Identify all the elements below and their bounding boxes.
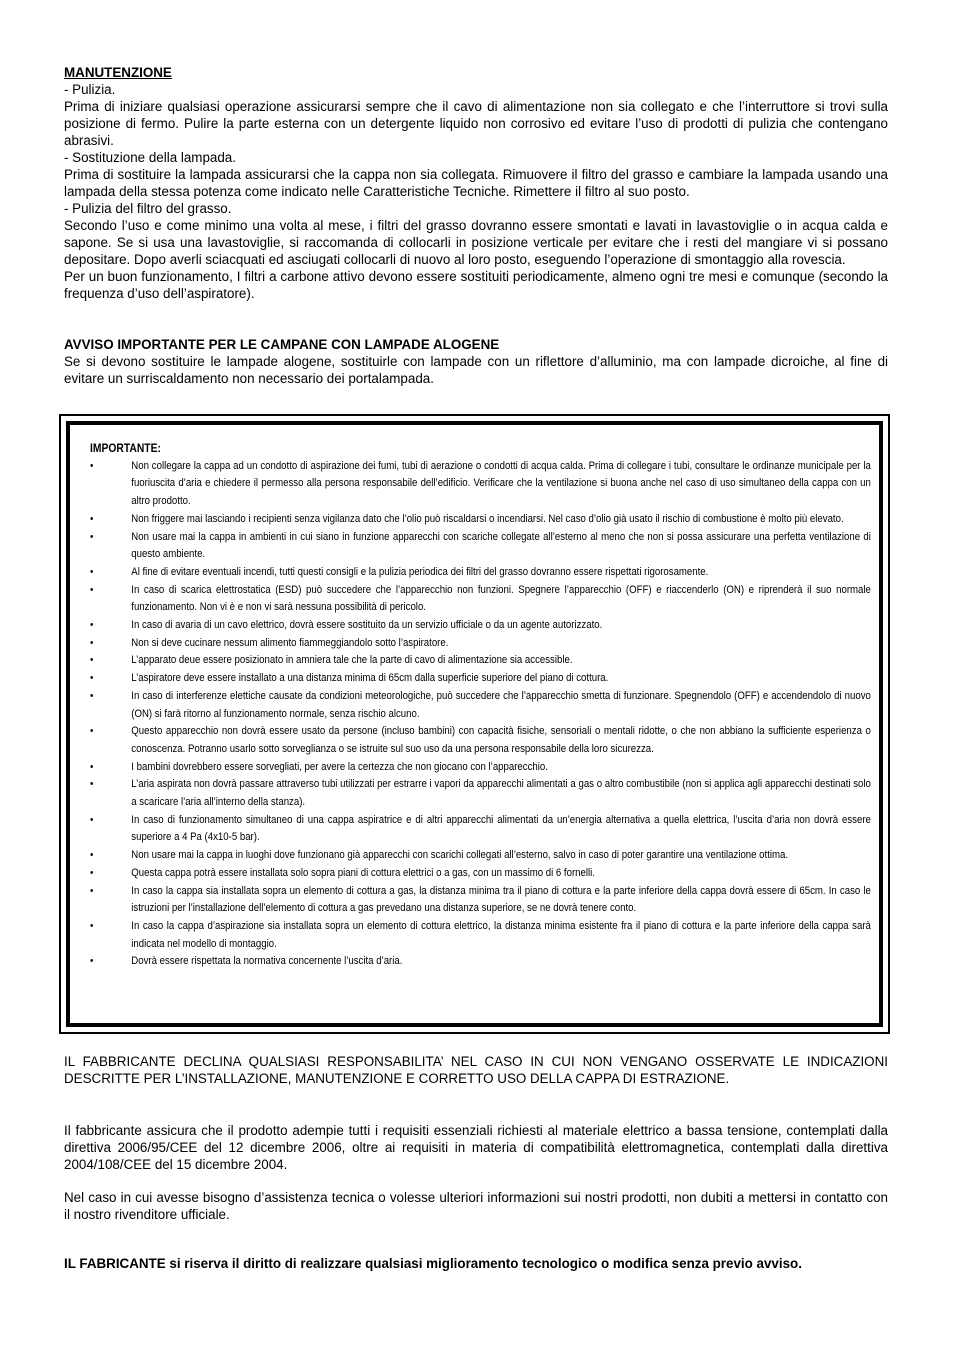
- bullet-icon: •: [90, 636, 94, 649]
- rights-reserved-note: [64, 1255, 888, 1272]
- list-item-text: In caso di interferenze elettiche causate da condizioni meteorologiche, può succedere che l’apparecchio smetta di funzionare. Spegnendolo (OFF) e accendendolo di nuovo (ON) si farà ritorno al funzionamento normale, senza rischio alcuno.: [131, 689, 871, 720]
- list-item-text: In caso di avaria di un cavo elettrico, dovrà essere sostituito da un servizio ufficiale o da un agente autorizzato.: [131, 619, 603, 632]
- list-item-text: Questa cappa potrà essere installata solo sopra piani di cottura elettrici o a gas, con un massimo di 6 fornelli.: [131, 866, 595, 879]
- maintenance-title: MANUTENZIONE: [64, 65, 172, 80]
- maintenance-line: Per un buon funzionamento, I filtri a carbone attivo devono essere sostituiti periodicamente, almeno ogni tre mesi e comunque (secondo la frequenza d’uso dell’aspiratore).: [64, 269, 888, 301]
- important-title: IMPORTANTE:: [90, 441, 161, 455]
- rights-reserved-text: IL FABRICANTE si riserva il diritto di realizzare qualsiasi miglioramento tecnologico o modifica senza previo avviso.: [64, 1256, 802, 1271]
- maintenance-line: Prima di iniziare qualsiasi operazione assicurarsi sempre che il cavo di alimentazione non sia collegato e che l’interruttore si trovi sulla posizione di fermo. Pulire la parte esterna con un detergente liquido non corrosivo ed evitare l’uso di prodotti di pulizia che contengano abrasivi.: [64, 99, 888, 148]
- list-item: [90, 918, 871, 953]
- list-item-text: In caso la cappa d’aspirazione sia installata sopra un elemento di cottura elettrico, la distanza minima esistente fra il piano di cottura e la parte inferiore della cappa sarà indicata nel modello di montaggio.: [131, 919, 871, 950]
- maintenance-line: - Pulizia.: [64, 82, 116, 97]
- bullet-icon: •: [90, 884, 94, 897]
- bullet-icon: •: [90, 955, 94, 968]
- list-item: [90, 564, 871, 582]
- list-item: [90, 670, 871, 688]
- maintenance-line: Secondo l’uso e come minimo una volta al mese, i filtri del grasso dovranno essere smontati e lavati in lavastoviglie o in acqua calda e sapone. Se si usa una lavastoviglie, si raccomanda di collocarli in posizione verticale per evitare che i resti del mangiare vi si possano depositare. Dopo averli sciacquati ed asciugati collocarli di nuovo al loro posto, eseguendo l’operazione di smontaggio alla rovescia.: [64, 218, 888, 267]
- list-item-text: In caso di funzionamento simultaneo di una cappa aspiratrice e di altri apparecchi alimentati da un’energia alternativa a quella elettrica, l’uscita d’aria non dovrà essere superiore a 4 Pa (4x10-5 bar).: [131, 813, 871, 844]
- compliance-statement: [64, 1122, 888, 1173]
- bullet-icon: •: [90, 689, 94, 702]
- list-item-text: In caso la cappa sia installata sopra un elemento di cottura a gas, la distanza minima tra il piano di cottura e la parte inferiore della cappa dovrà essere di 65cm. In caso le istruzioni per l’installazione dell’elemento di cottura a gas prevedano una distanza superiore, se ne dovrà tenere conto.: [131, 884, 871, 915]
- list-item-text: L’aria aspirata non dovrà passare attraverso tubi utilizzati per estrarre i vapori da apparecchi alimentati a gas o altro combustibile (non si applica agli apparecchi destinati solo a scaricare l’aria all’interno della stanza).: [131, 778, 871, 809]
- list-item: [90, 511, 871, 529]
- list-item: [90, 847, 871, 865]
- list-item-text: L’apparato deue essere posizionato in amniera tale che la parte di cavo di alimentazione sia accessible.: [131, 654, 573, 667]
- liability-text: IL FABBRICANTE DECLINA QUALSIASI RESPONSABILITA’ NEL CASO IN CUI NON VENGANO OSSERVATE LE INDICAZIONI DESCRITTE PER L’INSTALLAZIONE, MANUTENZIONE E CORRETTO USO DELLA CAPPA DI ESTRAZIONE.: [64, 1054, 888, 1086]
- list-item: [90, 617, 871, 635]
- list-item-text: Non usare mai la cappa in ambienti in cui siano in funzione apparecchi con scariche collegate all’esterno al meno che non si possa assicurare una perfetta ventilazione di questo ambiente.: [131, 530, 871, 561]
- list-item-text: Dovrà essere rispettata la normativa concernente l’uscita d’aria.: [131, 955, 403, 968]
- list-item-text: I bambini dovrebbero essere sorvegliati, per avere la certezza che non giocano con l’apparecchio.: [131, 760, 548, 773]
- important-content: [90, 440, 871, 971]
- maintenance-section: [64, 64, 888, 302]
- list-item-text: Non si deve cucinare nessum alimento fiammeggiandolo sotto l’aspiratore.: [131, 636, 449, 649]
- important-box-inner-border: [66, 421, 883, 1027]
- bullet-icon: •: [90, 760, 94, 773]
- liability-disclaimer: [64, 1053, 888, 1087]
- bullet-icon: •: [90, 512, 94, 525]
- bullet-icon: •: [90, 530, 94, 543]
- list-item: [90, 458, 871, 511]
- list-item: [90, 688, 871, 723]
- bullet-icon: •: [90, 866, 94, 879]
- maintenance-line: - Pulizia del filtro del grasso.: [64, 201, 232, 216]
- maintenance-line: Prima di sostituire la lampada assicurarsi che la cappa non sia collegata. Rimuovere il filtro del grasso e cambiare la lampada usando una lampada della stessa potenza come indicato nelle Caratteristiche Tecniche. Rimettere il filtro al suo posto.: [64, 167, 888, 199]
- list-item: [90, 776, 871, 811]
- list-item: [90, 883, 871, 918]
- bullet-icon: •: [90, 813, 94, 826]
- list-item: [90, 865, 871, 883]
- bullet-icon: •: [90, 654, 94, 667]
- bullet-icon: •: [90, 565, 94, 578]
- list-item: [90, 635, 871, 653]
- halogen-notice-section: [64, 336, 888, 387]
- compliance-text: Il fabbricante assicura che il prodotto adempie tutti i requisiti essenziali richiesti al materiale elettrico a bassa tensione, contemplati dalla direttiva 2006/95/CEE del 12 dicembre 2006, oltre ai requisiti in materia di compatibilità elettromagnetica, contemplati dalla direttiva 2004/108/CEE del 15 dicembre 2004.: [64, 1123, 888, 1172]
- list-item-text: Non usare mai la cappa in luoghi dove funzionano già apparecchi con scarichi collegati all’esterno, salvo in caso di poter garantire una ventilazione ottima.: [131, 849, 789, 862]
- maintenance-line: - Sostituzione della lampada.: [64, 150, 236, 165]
- list-item-text: Non friggere mai lasciando i recipienti senza vigilanza dato che l’olio può riscaldarsi o incendiarsi. Nel caso d’olio già usato il rischio di combustione è molto più elevato.: [131, 512, 844, 525]
- bullet-icon: •: [90, 619, 94, 632]
- assistance-note: [64, 1189, 888, 1223]
- list-item-text: Al fine di evitare eventuali incendi, tutti questi consigli e la pulizia periodica dei filtri del grasso dovranno essere rispettati rigorosamente.: [131, 565, 709, 578]
- list-item: [90, 723, 871, 758]
- bullet-icon: •: [90, 849, 94, 862]
- important-box: [59, 414, 890, 1034]
- bullet-icon: •: [90, 583, 94, 596]
- bullet-icon: •: [90, 725, 94, 738]
- list-item: [90, 529, 871, 564]
- list-item: [90, 759, 871, 777]
- list-item-text: Questo apparecchio non dovrà essere usato da persone (incluso bambini) con capacità fisiche, sensoriali o mentali ridotte, o che non abbiano la sufficiente esperienza o conoscenza. Potranno usarlo sotto sorveglianza o se istruite sul suo uso da una persona responsabile della loro sicurezza.: [131, 725, 871, 755]
- halogen-notice-text: Se si devono sostituire le lampade alogene, sostituirle con lampade con un riflettore d’alluminio, ma con lampade dicroiche, al fine di evitare un surriscaldamento non necessario dei portalampada.: [64, 354, 888, 386]
- list-item-text: L’aspiratore deve essere installato a una distanza minima di 65cm dalla superficie superiore del piano di cottura.: [131, 672, 609, 685]
- bullet-icon: •: [90, 672, 94, 685]
- list-item: [90, 652, 871, 670]
- list-item: [90, 953, 871, 971]
- important-list: [90, 458, 871, 971]
- bullet-icon: •: [90, 919, 94, 932]
- bullet-icon: •: [90, 459, 94, 472]
- bullet-icon: •: [90, 778, 94, 791]
- assistance-text: Nel caso in cui avesse bisogno d’assistenza tecnica o volesse ulteriori informazioni sui nostri prodotti, non dubiti a mettersi in contatto con il nostro rivenditore ufficiale.: [64, 1190, 888, 1222]
- list-item: [90, 812, 871, 847]
- list-item-text: In caso di scarica elettrostatica (ESD) può succedere che l’apparecchio non funzioni. Spegnere l’apparecchio (OFF) e riaccenderlo (ON) e riprenderà il suo normale funzionamento. Non vi è e non vi sarà nessuna possibilità di pericolo.: [131, 583, 871, 614]
- list-item: [90, 582, 871, 617]
- halogen-notice-title: AVVISO IMPORTANTE PER LE CAMPANE CON LAMPADE ALOGENE: [64, 337, 500, 352]
- list-item-text: Non collegare la cappa ad un condotto di aspirazione dei fumi, tubi di aerazione o condotti di acqua calda. Prima di collegare i tubi, consultare le ordinanze municipale per la fuoriuscita d’aria e chiedere il permesso alla persona responsabile dell’edificio. Verificare che la ventilazione si buona anche nel caso di uso simultaneo della cappa con un altro prodotto.: [131, 459, 871, 508]
